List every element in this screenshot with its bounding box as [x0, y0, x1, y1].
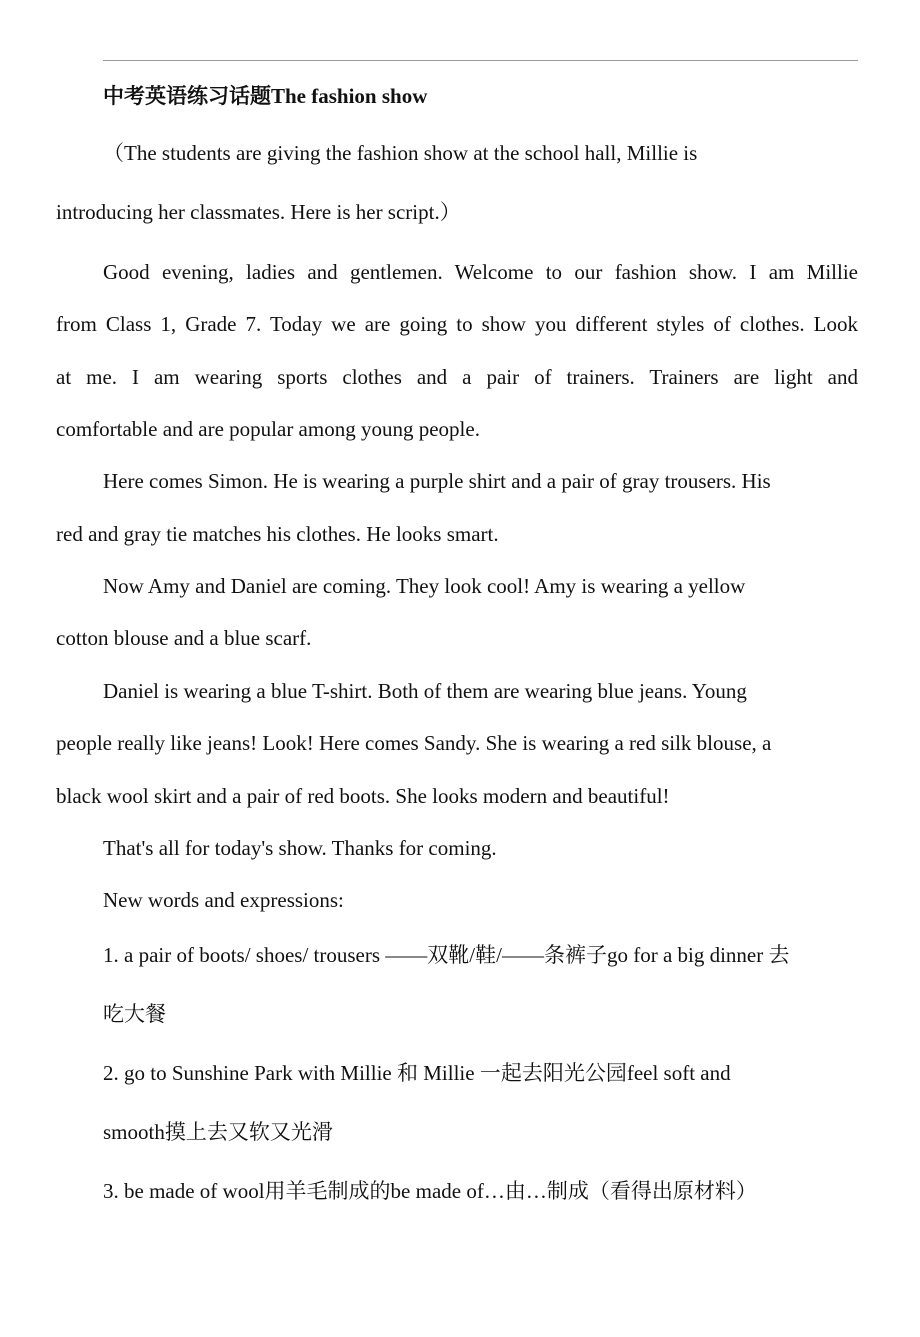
vocab-item-3-line-1: 3. be made of wool用羊毛制成的be made of…由…制成（看得出原材料） [103, 1179, 757, 1203]
paragraph-3-line-2: cotton blouse and a blue scarf. [56, 626, 312, 650]
vocab-item-1-line-1: 1. a pair of boots/ shoes/ trousers ——双靴/鞋/——条裤子go for a big dinner 去 [103, 943, 790, 967]
paragraph-1-line-4: comfortable and are popular among young people. [56, 417, 480, 441]
vocab-item-2-line-1: 2. go to Sunshine Park with Millie 和 Millie 一起去阳光公园feel soft and [103, 1061, 731, 1085]
header-rule [103, 60, 858, 61]
intro-line-2: introducing her classmates. Here is her script.） [56, 200, 461, 224]
paragraph-2-line-2: red and gray tie matches his clothes. He looks smart. [56, 522, 499, 546]
paragraph-1-line-3: at me. I am wearing sports clothes and a pair of trainers. Trainers are light and [56, 365, 858, 389]
paragraph-1-line-2: from Class 1, Grade 7. Today we are going to show you different styles of clothes. Look [56, 312, 858, 336]
intro-line-1: （The students are giving the fashion show at the school hall, Millie is [103, 141, 698, 165]
vocab-item-1-line-2: 吃大餐 [103, 1002, 166, 1026]
paragraph-1-line-1: Good evening, ladies and gentlemen. Welcome to our fashion show. I am Millie [103, 260, 858, 284]
vocab-item-2-line-2: smooth摸上去又软又光滑 [103, 1120, 333, 1144]
paragraph-4-line-2: people really like jeans! Look! Here comes Sandy. She is wearing a red silk blouse, a [56, 731, 772, 755]
paragraph-5-line-1: That's all for today's show. Thanks for coming. [103, 836, 497, 860]
new-words-heading: New words and expressions: [103, 888, 344, 912]
paragraph-2-line-1: Here comes Simon. He is wearing a purple shirt and a pair of gray trousers. His [103, 469, 771, 493]
paragraph-4-line-3: black wool skirt and a pair of red boots. She looks modern and beautiful! [56, 784, 670, 808]
page-title: 中考英语练习话题The fashion show [103, 84, 428, 108]
paragraph-4-line-1: Daniel is wearing a blue T-shirt. Both of them are wearing blue jeans. Young [103, 679, 747, 703]
paragraph-3-line-1: Now Amy and Daniel are coming. They look cool! Amy is wearing a yellow [103, 574, 746, 598]
